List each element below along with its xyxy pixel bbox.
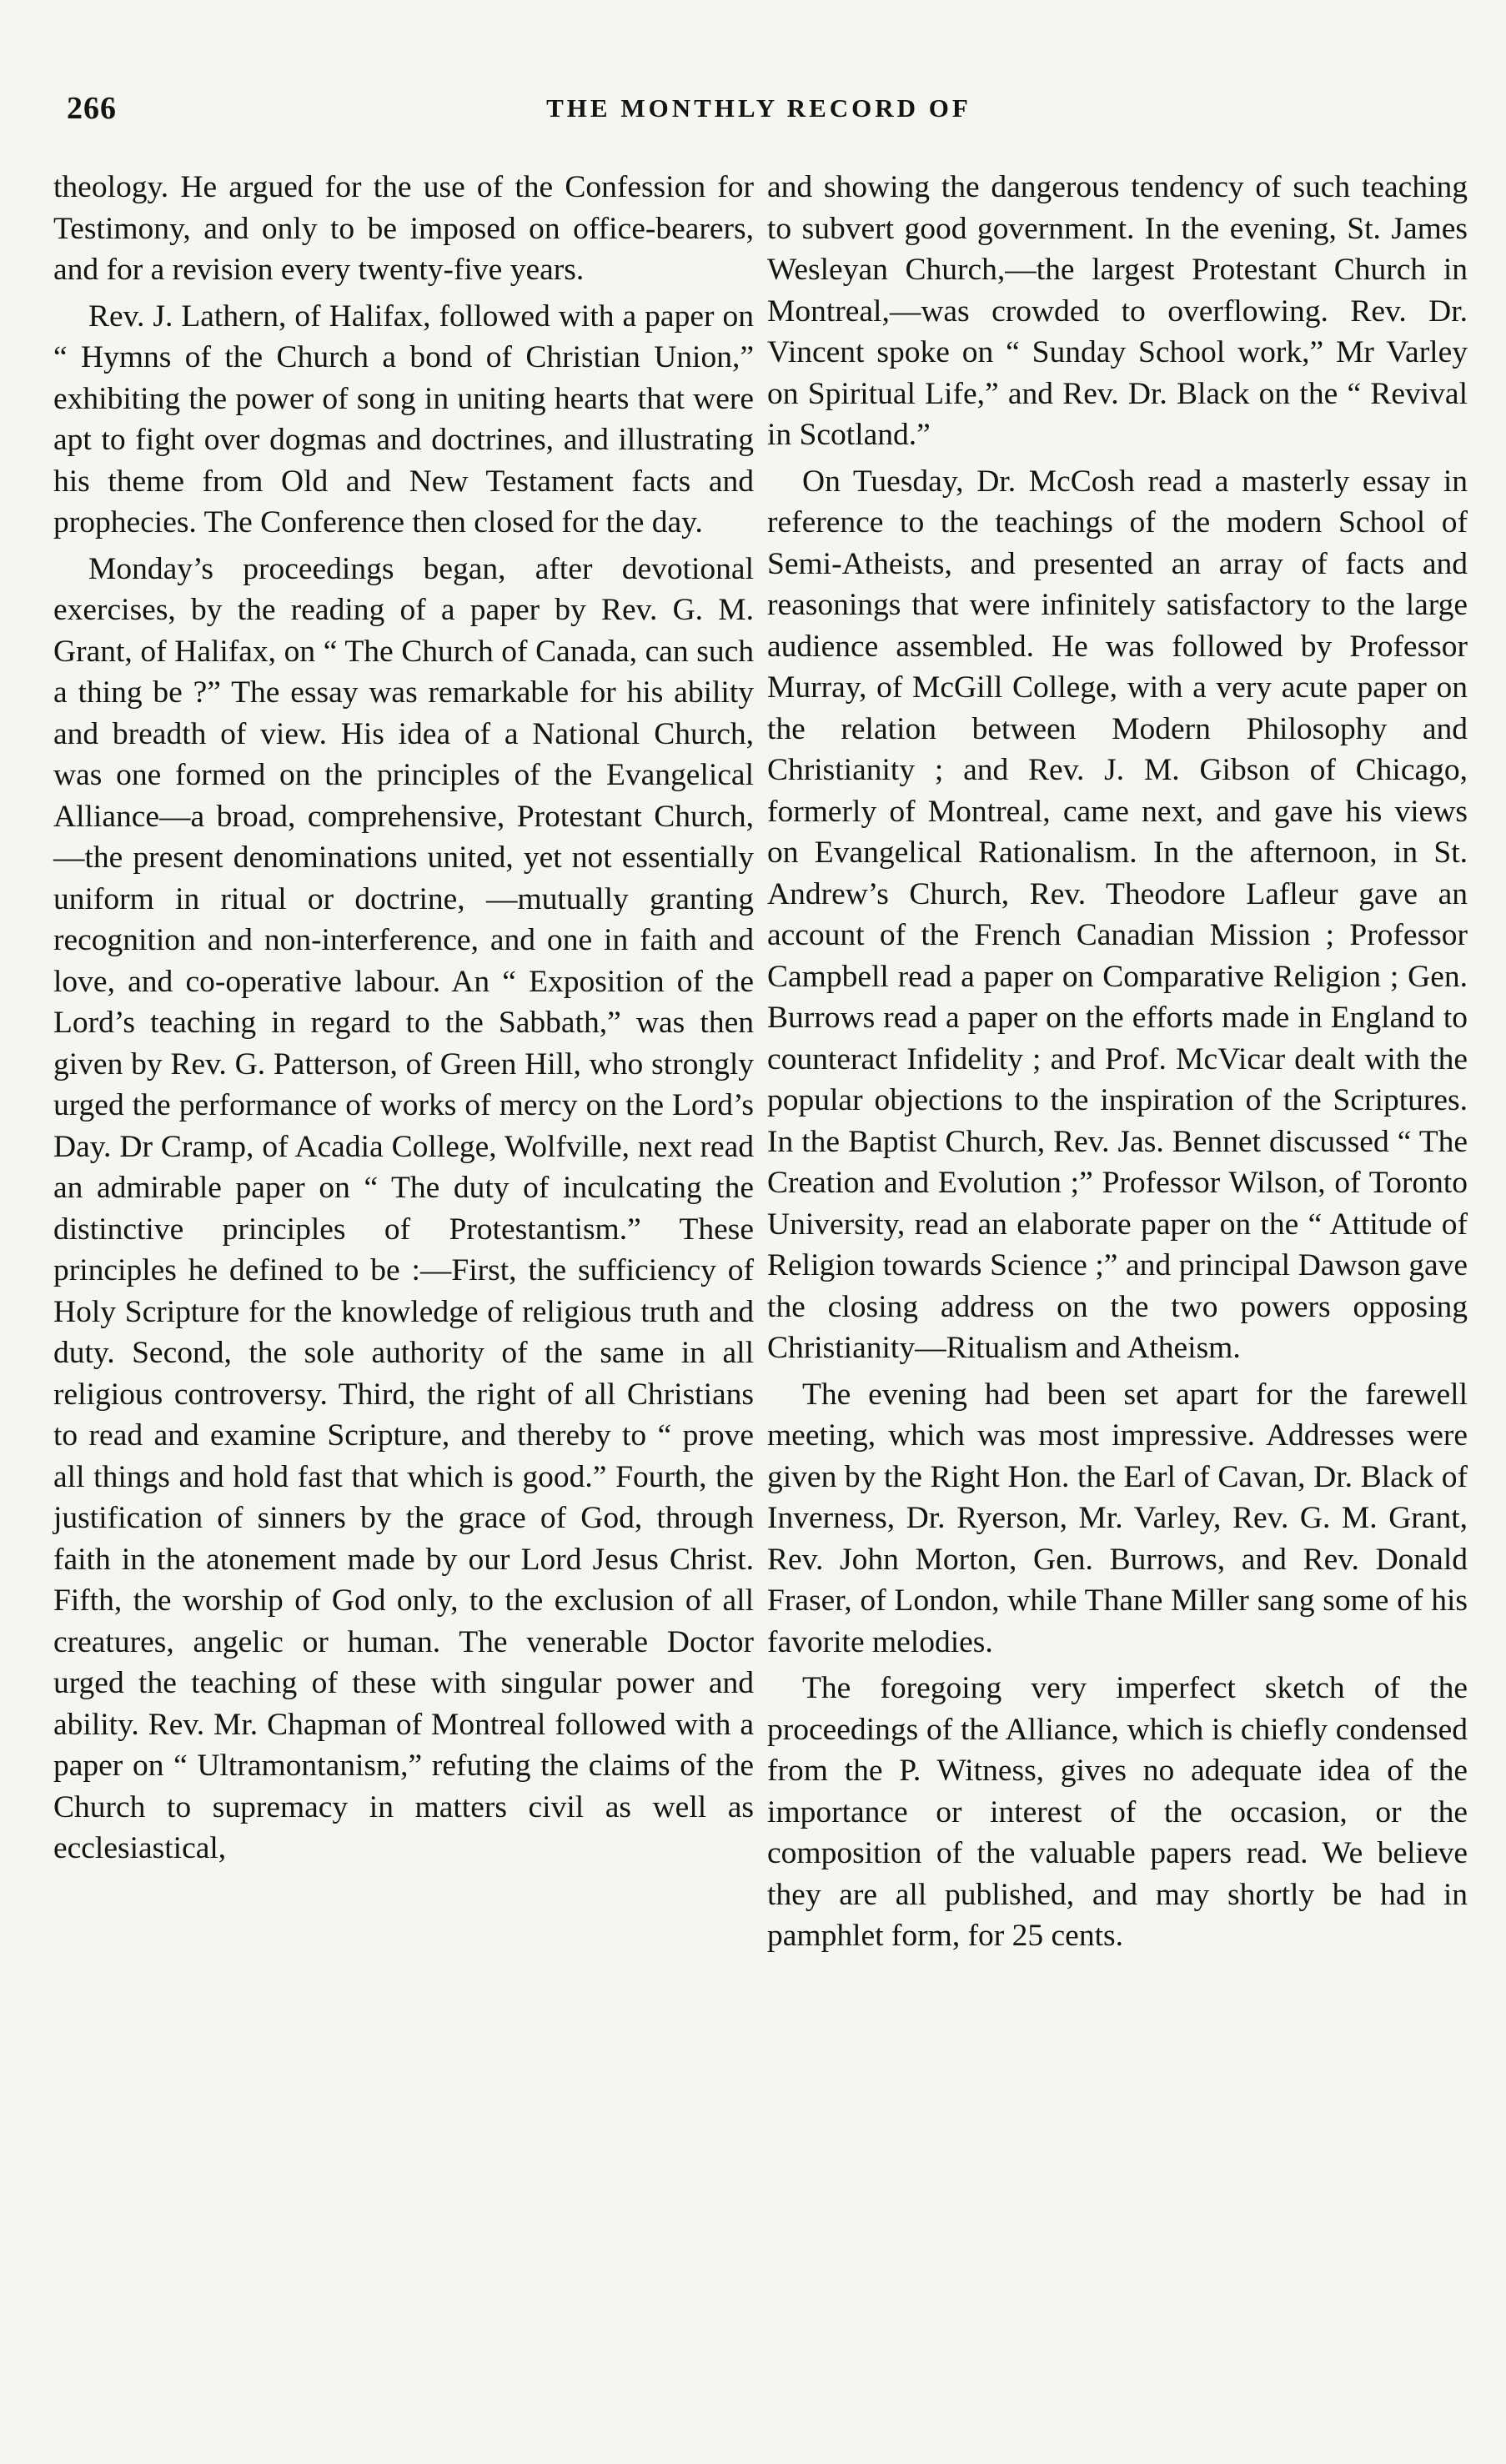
paragraph: On Tuesday, Dr. McCosh read a masterly essay in reference to the teachings of the modern School of Semi-Atheists, and presented an array of facts and reasonings that were infinitely satisfactory to the large audience assembled. He was followed by Professor Murray, of McGill College, with a very acute paper on the relation between Modern Philosophy and Christianity ; and Rev. J. M. Gibson of Chicago, formerly of Montreal, came next, and gave his views on Evangelical Rationalism. In the afternoon, in St. Andrew’s Church, Rev. Theodore Lafleur gave an account of the French Canadian Mission ; Professor Campbell read a paper on Comparative Religion ; Gen. Burrows read a paper on the efforts made in England to counteract Infidelity ; and Prof. McVicar dealt with the popular objections to the inspiration of the Scriptures. In the Baptist Church, Rev. Jas. Bennet discussed “ The Creation and Evolution ;” Professor Wilson, of Toronto University, read an elaborate paper on the “ Attitude of Religion towards Science ;” and principal Dawson gave the closing address on the two powers opposing Christianity—Ritualism and Atheism. <box>767 464 1468 1365</box>
paragraph: theology. He argued for the use of the Confession for Testimony, and only to be imposed on office-bearers, and for a revision every twenty-five years. <box>53 170 754 287</box>
paragraph: and showing the dangerous tendency of such teaching to subvert good government. In the evening, St. James Wesleyan Church,—the largest Protestant Church in Montreal,—was crowded to overflowing. Rev. Dr. Vincent spoke on “ Sunday School work,” Mr Varley on Spiritual Life,” and Rev. Dr. Black on the “ Revival in Scotland.” <box>767 170 1468 452</box>
paragraph: The foregoing very imperfect sketch of the proceedings of the Alliance, which is chiefly condensed from the P. Witness, gives no adequate idea of the importance or interest of the occasion, or the composition of the valuable papers read. We believe they are all published, and may shortly be had in pamphlet form, for 25 cents. <box>767 1671 1468 1953</box>
paragraph: Rev. J. Lathern, of Halifax, followed with a paper on “ Hymns of the Church a bond of Christian Union,” exhibiting the power of song in uniting hearts that were apt to fight over dogmas and doctrines, and illustrating his theme from Old and New Testament facts and prophecies. The Conference then closed for the day. <box>53 299 754 539</box>
right-column <box>767 167 1468 1957</box>
paragraph: The evening had been set apart for the farewell meeting, which was most impressive. Addresses were given by the Right Hon. the Earl of Cavan, Dr. Black of Inverness, Dr. Ryerson, Mr. Varley, Rev. G. M. Grant, Rev. John Morton, Gen. Burrows, and Rev. Donald Fraser, of London, while Thane Miller sang some of his favorite melodies. <box>767 1377 1468 1659</box>
page-number: 266 <box>67 91 117 126</box>
page-header <box>67 90 1451 140</box>
left-column <box>53 167 754 1869</box>
running-title: THE MONTHLY RECORD OF <box>546 93 971 123</box>
paragraph: Monday’s proceedings began, after devotional exercises, by the reading of a paper by Rev. G. M. Grant, of Halifax, on “ The Church of Canada, can such a thing be ?” The essay was remarkable for his ability and breadth of view. His idea of a National Church, was one formed on the principles of the Evangelical Alliance—a broad, comprehensive, Protestant Church,—the present denominations united, yet not essentially uniform in ritual or doctrine, —mutually granting recognition and non-interference, and one in faith and love, and co-operative labour. An “ Exposition of the Lord’s teaching in regard to the Sabbath,” was then given by Rev. G. Patterson, of Green Hill, who strongly urged the performance of works of mercy on the Lord’s Day. Dr Cramp, of Acadia College, Wolfville, next read an admirable paper on “ The duty of inculcating the distinctive principles of Protestantism.” These principles he defined to be :—First, the sufficiency of Holy Scripture for the knowledge of religious truth and duty. Second, the sole authority of the same in all religious controversy. Third, the right of all Christians to read and examine Scripture, and thereby to “ prove all things and hold fast that which is good.” Fourth, the justification of sinners by the grace of God, through faith in the atonement made by our Lord Jesus Christ. Fifth, the worship of God only, to the exclusion of all creatures, angelic or human. The venerable Doctor urged the teaching of these with singular power and ability. Rev. Mr. Chapman of Montreal followed with a paper on “ Ultramontanism,” refuting the claims of the Church to supremacy in matters civil as well as ecclesiastical, <box>53 551 754 1865</box>
